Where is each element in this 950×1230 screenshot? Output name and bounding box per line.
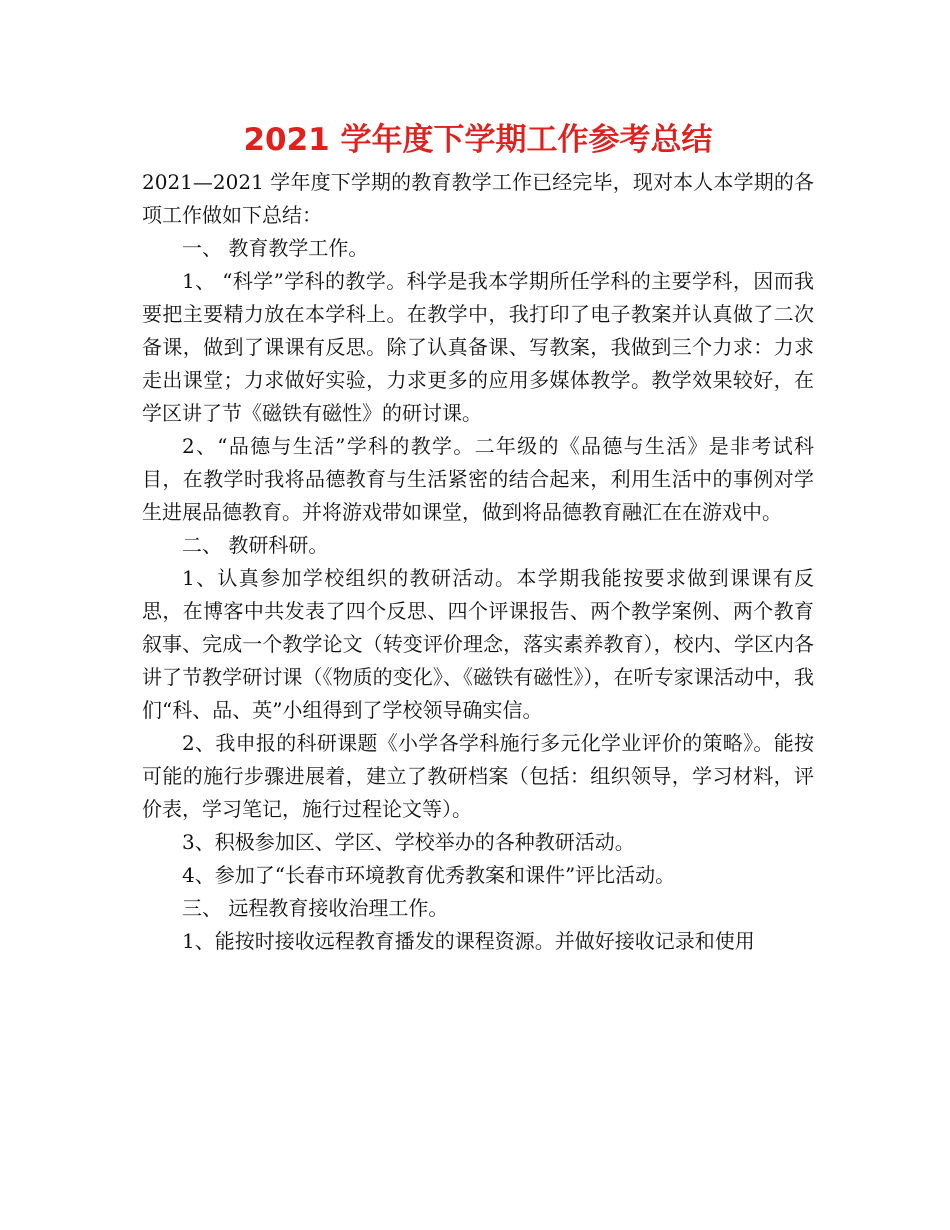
paragraph-moral-teaching: 2、“品德与生活”学科的教学。二年级的《品德与生活》是非考试科目，在教学时我将品德教育与生活紧密的结合起来，利用生活中的事例对学生进展品德教育。并将游戏带如课堂，做到将品德教育融汇在在游戏中。 xyxy=(142,434,814,524)
document-page xyxy=(142,118,814,958)
heading-section-2: 二、 教研科研。 xyxy=(182,533,329,557)
paragraph-research-topic: 2、我申报的科研课题《小学各学科施行多元化学业评价的策略》。能按可能的施行步骤进展着，建立了教研档案（包括：组织领导，学习材料，评价表，学习笔记，施行过程论文等）。 xyxy=(142,731,814,821)
paragraph-science-teaching: 1、 “科学”学科的教学。科学是我本学期所任学科的主要学科，因而我要把主要精力放在本学科上。在教学中，我打印了电子教案并认真做了二次备课，做到了课课有反思。除了认真备课、写教案，我做到三个力求：力求走出课堂；力求做好实验，力求更多的应用多媒体教学。教学效果较好，在学区讲了节《磁铁有磁性》的研讨课。 xyxy=(142,269,814,425)
paragraph-remote-education: 1、能按时接收远程教育播发的课程资源。并做好接收记录和使用 xyxy=(182,929,755,953)
paragraph-research-activities: 1、认真参加学校组织的教研活动。本学期我能按要求做到课课有反思，在博客中共发表了四个反思、四个评课报告、两个教学案例、两个教育叙事、完成一个教学论文（转变评价理念，落实素养教育），校内、学区内各讲了节教学研讨课（《物质的变化》、《磁铁有磁性》），在听专家课活动中，我们“科、品、英”小组得到了学校领导确实信。 xyxy=(142,566,814,722)
document-body xyxy=(142,166,814,958)
paragraph-competition: 4、参加了“长春市环境教育优秀教案和课件”评比活动。 xyxy=(182,863,676,887)
document-title: 2021 学年度下学期工作参考总结 xyxy=(243,122,713,158)
paragraph-intro: 2021—2021 学年度下学期的教育教学工作已经完毕，现对本人本学期的各项工作做如下总结： xyxy=(142,170,814,227)
heading-section-1: 一、 教育教学工作。 xyxy=(182,236,369,260)
heading-section-3: 三、 远程教育接收治理工作。 xyxy=(182,896,449,920)
paragraph-participate: 3、积极参加区、学区、学校举办的各种教研活动。 xyxy=(182,830,635,854)
